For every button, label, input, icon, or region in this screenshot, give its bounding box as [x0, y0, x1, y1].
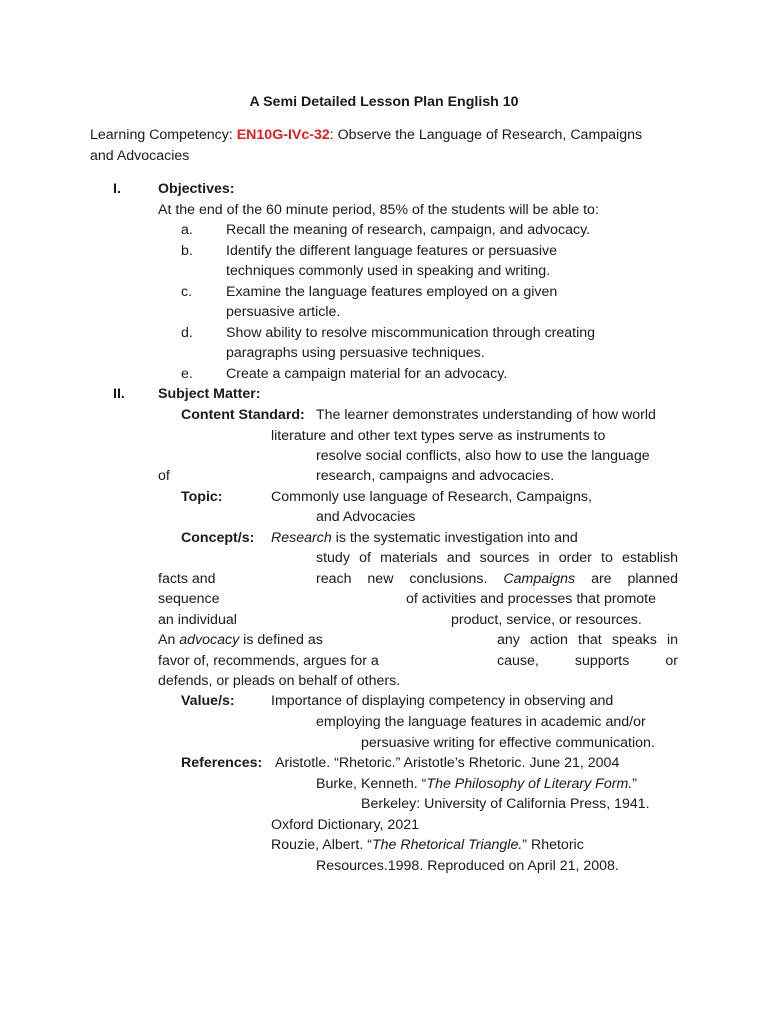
values-line-2: employing the language features in academic and/or	[316, 714, 646, 730]
competency-text-cont: and Advocacies	[90, 148, 190, 164]
content-standard-line-4a: of	[158, 468, 170, 484]
reference-4-title: The Rhetorical Triangle.	[371, 837, 523, 853]
objective-text-b: Identify the different language features or persuasive	[226, 243, 557, 259]
content-standard-line-3: resolve social conflicts, also how to use the language	[316, 448, 650, 464]
concepts-line-1	[271, 528, 578, 548]
section-numeral-objectives: I.	[113, 181, 121, 197]
campaigns-pre: reach new conclusions.	[316, 571, 504, 587]
document-title: A Semi Detailed Lesson Plan English 10	[249, 94, 519, 110]
competency-label: Learning Competency:	[90, 127, 237, 143]
objective-text-d-cont: paragraphs using persuasive techniques.	[226, 345, 485, 361]
topic-line-2: and Advocacies	[316, 509, 416, 525]
reference-2-post: ”	[632, 776, 637, 792]
topic-label: Topic:	[181, 489, 223, 505]
concepts-line-2: study of materials and sources in order to establish	[316, 550, 678, 566]
objective-letter-c: c.	[181, 284, 193, 300]
campaigns-post: are planned	[575, 571, 678, 587]
objective-text-c-cont: persuasive article.	[226, 304, 341, 320]
advocacy-pre: An	[158, 632, 180, 648]
content-standard-line-1: The learner demonstrates understanding of how world	[316, 407, 656, 423]
objective-text-d: Show ability to resolve miscommunication through creating	[226, 325, 596, 341]
reference-2-pre: Burke, Kenneth. “	[316, 776, 427, 792]
section-numeral-subject: II.	[113, 386, 125, 402]
values-label: Value/s:	[181, 693, 235, 709]
advocacy-post: is defined as	[239, 632, 323, 648]
objectives-intro: At the end of the 60 minute period, 85% of the students will be able to:	[158, 202, 599, 218]
subject-heading: Subject Matter:	[158, 386, 261, 402]
concepts-line-7b: cause, supports or	[497, 653, 678, 669]
objective-letter-b: b.	[181, 243, 193, 259]
concepts-line-4b: of activities and processes that promote	[406, 591, 656, 607]
objective-text-e: Create a campaign material for an advocacy.	[226, 366, 508, 382]
concepts-line-7a: favor of, recommends, argues for a	[158, 653, 379, 669]
references-label: References:	[181, 755, 263, 771]
reference-2	[316, 774, 637, 794]
concepts-line-3a: facts and	[158, 571, 216, 587]
values-line-3: persuasive writing for effective communication.	[361, 735, 655, 751]
objective-text-c: Examine the language features employed on a given	[226, 284, 558, 300]
campaigns-term: Campaigns	[503, 571, 576, 587]
objective-letter-a: a.	[181, 222, 193, 238]
reference-4-pre: Rouzie, Albert. “	[271, 837, 372, 853]
concepts-line-3b	[316, 569, 678, 589]
concepts-line-5b: product, service, or resources.	[451, 612, 642, 628]
concepts-line-4a: sequence	[158, 591, 220, 607]
content-standard-line-2: literature and other text types serve as instruments to	[271, 428, 606, 444]
content-standard-label: Content Standard:	[181, 407, 305, 423]
topic-line-1: Commonly use language of Research, Campaigns,	[271, 489, 592, 505]
research-term: Research	[271, 530, 332, 546]
reference-4-cont: Resources.1998. Reproduced on April 21, 2008.	[316, 858, 619, 874]
reference-1: Aristotle. “Rhetoric.” Aristotle’s Rhetoric. June 21, 2004	[275, 755, 620, 771]
concepts-line-6b: any action that speaks in	[497, 632, 678, 648]
reference-4-post: ” Rhetoric	[522, 837, 584, 853]
content-standard-line-4b: research, campaigns and advocacies.	[316, 468, 555, 484]
reference-4	[271, 835, 584, 855]
reference-2-cont: Berkeley: University of California Press, 1941.	[361, 796, 650, 812]
objectives-heading: Objectives:	[158, 181, 235, 197]
reference-2-title: The Philosophy of Literary Form.	[426, 776, 633, 792]
concepts-label: Concept/s:	[181, 530, 255, 546]
objective-text-a: Recall the meaning of research, campaign, and advocacy.	[226, 222, 591, 238]
research-definition: is the systematic investigation into and	[331, 530, 578, 546]
advocacy-term: advocacy	[179, 632, 240, 648]
learning-competency	[90, 125, 642, 145]
competency-code: EN10G-IVc-32	[236, 127, 330, 143]
objective-letter-e: e.	[181, 366, 193, 382]
objective-letter-d: d.	[181, 325, 193, 341]
concepts-line-8: defends, or pleads on behalf of others.	[158, 673, 401, 689]
competency-text: : Observe the Language of Research, Campaigns	[329, 127, 643, 143]
concepts-line-5a: an individual	[158, 612, 237, 628]
values-line-1: Importance of displaying competency in observing and	[271, 693, 614, 709]
objective-text-b-cont: techniques commonly used in speaking and writing.	[226, 263, 551, 279]
concepts-line-6a	[158, 630, 323, 650]
reference-3: Oxford Dictionary, 2021	[271, 817, 419, 833]
